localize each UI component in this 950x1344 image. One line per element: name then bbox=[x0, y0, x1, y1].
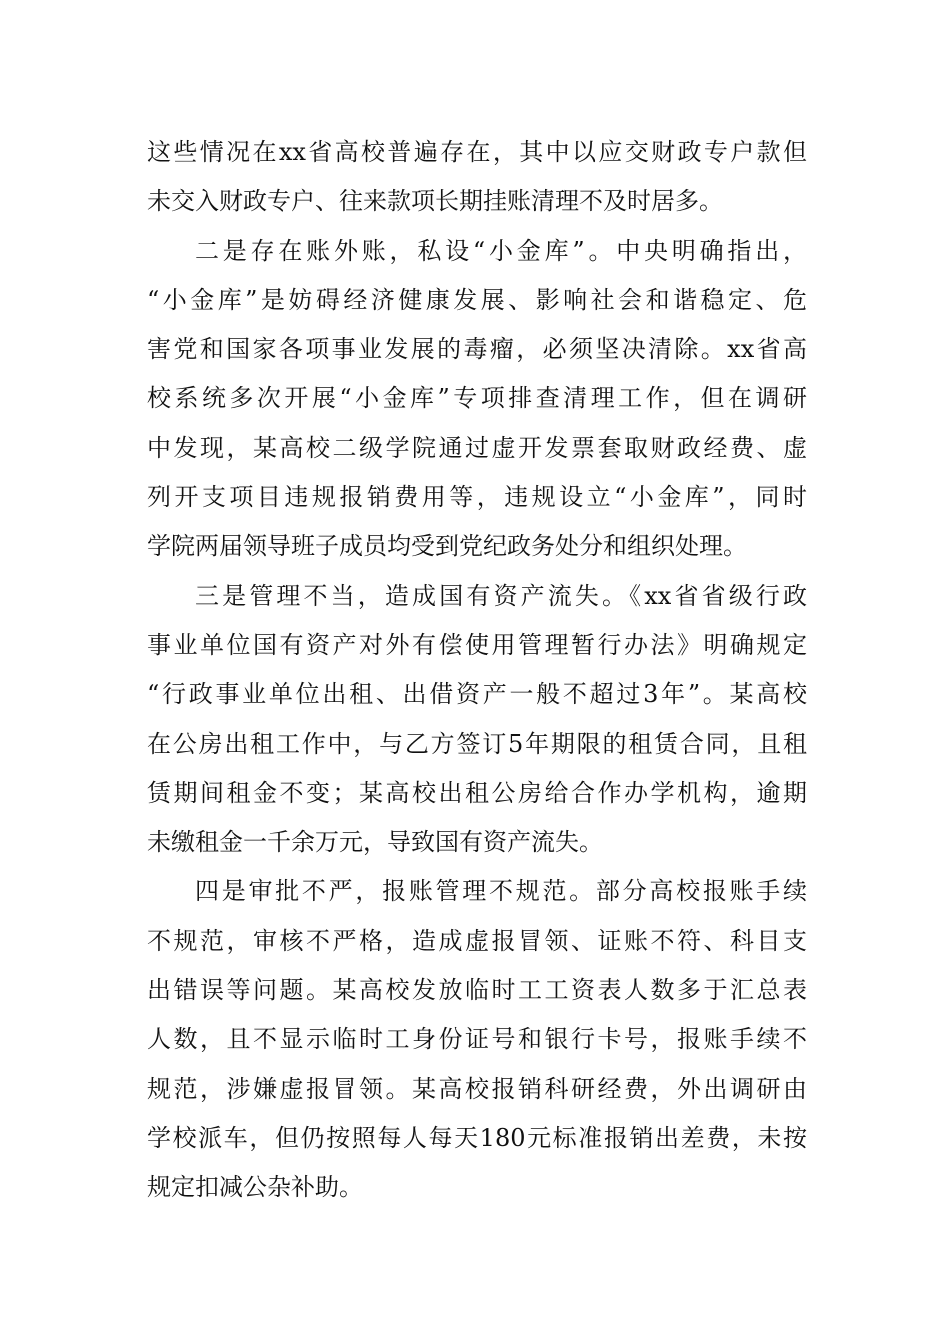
text-line: “小金库”是妨碍经济健康发展、影响社会和谐稳定、危 bbox=[147, 285, 807, 314]
paragraph-three bbox=[147, 572, 807, 868]
text-line: “行政事业单位出租、出借资产一般不超过3年”。某高校 bbox=[147, 680, 807, 709]
text-line: 未交入财政专户、往来款项长期挂账清理不及时居多。 bbox=[147, 187, 723, 216]
text-line: 事业单位国有资产对外有偿使用管理暂行办法》明确规定 bbox=[147, 630, 807, 659]
text-line: 害党和国家各项事业发展的毒瘤，必须坚决清除。xx省高 bbox=[147, 335, 807, 364]
text-line: 在公房出租工作中，与乙方签订5年期限的租赁合同，且租 bbox=[147, 729, 807, 758]
text-line: 人数，且不显示临时工身份证号和银行卡号，报账手续不 bbox=[147, 1025, 807, 1054]
text-line: 出错误等问题。某高校发放临时工工资表人数多于汇总表 bbox=[147, 976, 807, 1005]
text-line: 赁期间租金不变；某高校出租公房给合作办学机构，逾期 bbox=[147, 778, 807, 807]
text-line: 未缴租金一千余万元，导致国有资产流失。 bbox=[147, 828, 603, 857]
paragraph-continuation bbox=[147, 128, 807, 227]
text-line: 规范，涉嫌虚报冒领。某高校报销科研经费，外出调研由 bbox=[147, 1074, 807, 1103]
text-line: 学院两届领导班子成员均受到党纪政务处分和组织处理。 bbox=[147, 532, 747, 561]
text-line: 三是管理不当，造成国有资产流失。《xx省省级行政 bbox=[195, 581, 807, 610]
text-line: 规定扣减公杂补助。 bbox=[147, 1173, 363, 1202]
paragraph-four bbox=[147, 867, 807, 1212]
text-line: 中发现，某高校二级学院通过虚开发票套取财政经费、虚 bbox=[147, 433, 807, 462]
text-line: 二是存在账外账，私设“小金库”。中央明确指出， bbox=[195, 236, 807, 265]
text-line: 学校派车，但仍按照每人每天180元标准报销出差费，未按 bbox=[147, 1123, 807, 1152]
text-line: 四是审批不严，报账管理不规范。部分高校报账手续 bbox=[195, 877, 807, 906]
text-line: 校系统多次开展“小金库”专项排查清理工作，但在调研 bbox=[147, 384, 807, 413]
document-body bbox=[147, 128, 807, 1213]
text-line: 这些情况在xx省高校普遍存在，其中以应交财政专户款但 bbox=[147, 138, 807, 166]
paragraph-two bbox=[147, 227, 807, 572]
text-line: 不规范，审核不严格，造成虚报冒领、证账不符、科目支 bbox=[147, 926, 807, 955]
text-line: 列开支项目违规报销费用等，违规设立“小金库”，同时 bbox=[147, 483, 807, 512]
